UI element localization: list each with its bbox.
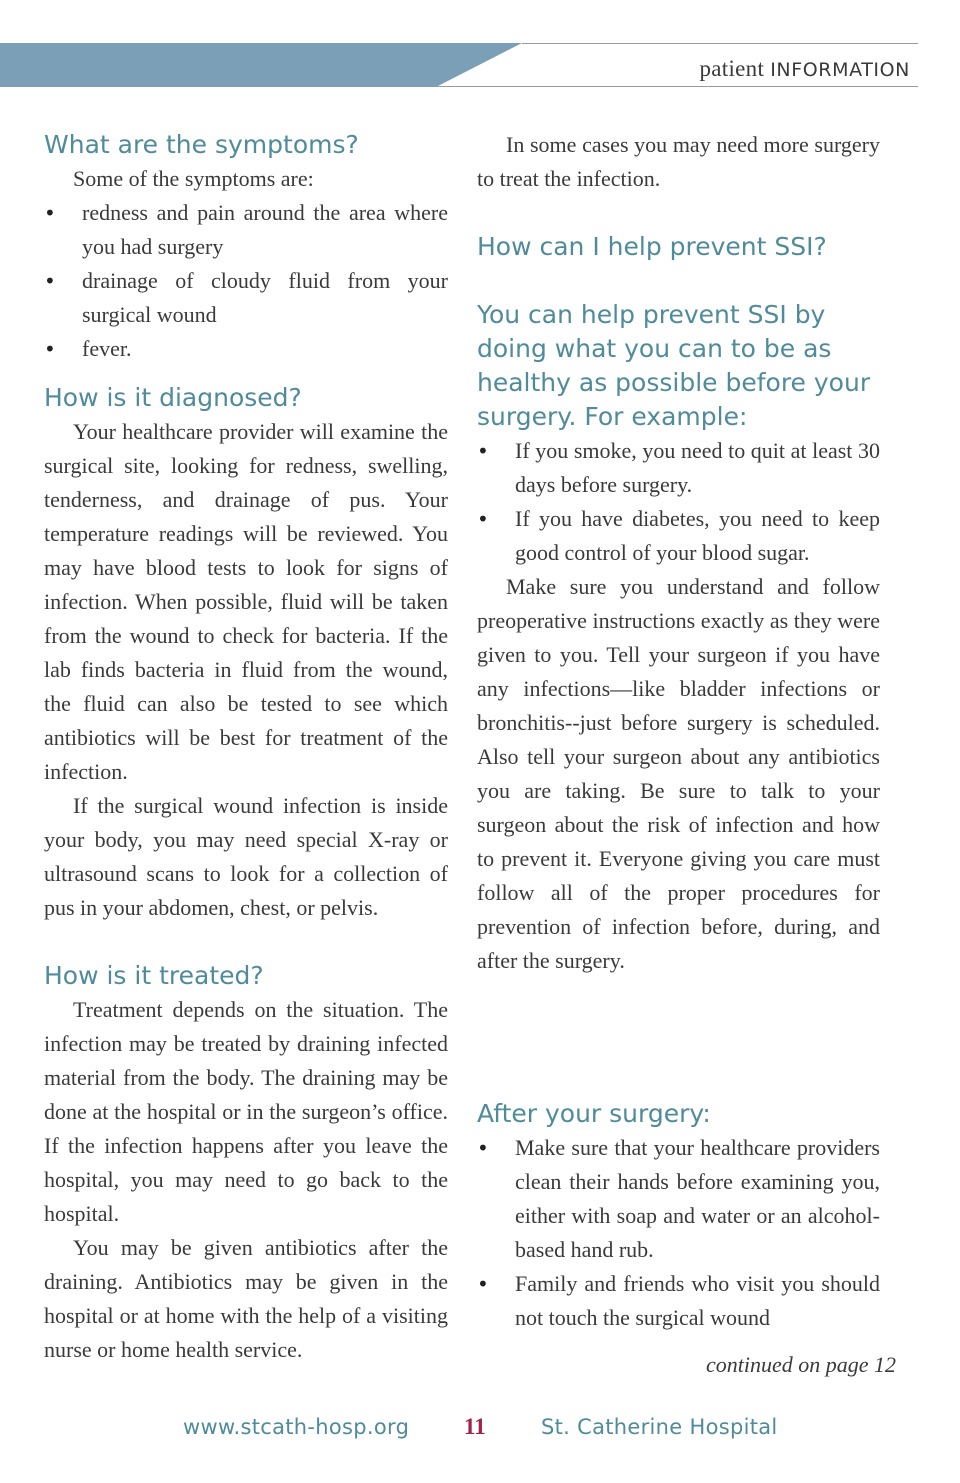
page-number: 11	[464, 1414, 486, 1439]
list-item: • fever.	[44, 332, 448, 366]
footer	[0, 1415, 960, 1449]
treated-paragraph: You may be given antibiotics after the draining. Antibiotics may be given in the hospital or at home with the help of a visiting nurse or home health service.	[44, 1235, 448, 1362]
left-column	[44, 128, 448, 1367]
list-item: • Family and friends who visit you should not touch the surgical wound	[477, 1267, 880, 1335]
prevent-subheading: You can help prevent SSI by doing what you can to be as healthy as possible before your surgery. For example:	[477, 300, 871, 431]
symptoms-heading: What are the symptoms?	[44, 130, 359, 159]
footer-url-link[interactable]: www.stcath-hosp.org	[183, 1415, 410, 1439]
footer-hospital-name: St. Catherine Hospital	[541, 1415, 778, 1439]
list-item: • drainage of cloudy fluid from your surgical wound	[44, 264, 448, 332]
after-heading: After your surgery:	[477, 1099, 711, 1128]
treated-paragraph: Treatment depends on the situation. The infection may be treated by draining infected material from the body. The draining may be done at the hospital or in the surgeon’s office. If the infection happens after you leave the hospital, you may need to go back to the hospital.	[44, 997, 448, 1226]
treated-heading: How is it treated?	[44, 961, 264, 990]
prevent-list	[477, 434, 880, 570]
symptoms-intro: Some of the symptoms are:	[73, 166, 314, 191]
more-surgery-paragraph: In some cases you may need more surgery to treat the infection.	[477, 132, 880, 191]
list-item: • If you have diabetes, you need to keep good control of your blood sugar.	[477, 502, 880, 570]
after-list	[477, 1131, 880, 1335]
continued-note: continued on page 12	[705, 1352, 896, 1377]
symptoms-list	[44, 196, 448, 366]
prevent-paragraph: Make sure you understand and follow preoperative instructions exactly as they were given to you. Tell your surgeon if you have any infections—like bladder infections or bronchitis--just before surgery is scheduled. Also tell your surgeon about any antibiotics you are taking. Be sure to talk to your surgeon about the risk of infection and how to prevent it. Everyone giving you care must follow all of the proper procedures for prevention of infection before, during, and after the surgery.	[477, 574, 880, 973]
diagnosed-heading: How is it diagnosed?	[44, 383, 302, 412]
diagnosed-paragraph: Your healthcare provider will examine the surgical site, looking for redness, swelling, tenderness, and drainage of pus. Your temperature readings will be reviewed. You may have blood tests to look for signs of infection. When possible, fluid will be taken from the wound to check for bacteria. If the lab finds bacteria in fluid from the wound, the fluid can also be tested to see which antibiotics will be best for treatment of the infection.	[44, 419, 448, 784]
right-column	[477, 128, 880, 1335]
header-title-caps: INFORMATION	[770, 59, 910, 81]
header-title	[699, 56, 910, 82]
list-item: • Make sure that your healthcare providers clean their hands before examining you, either with soap and water or an alcohol-based hand rub.	[477, 1131, 880, 1267]
prevent-heading: How can I help prevent SSI?	[477, 232, 827, 261]
diagnosed-paragraph: If the surgical wound infection is inside your body, you may need special X-ray or ultrasound scans to look for a collection of pus in your abdomen, chest, or pelvis.	[44, 793, 448, 920]
list-item: • If you smoke, you need to quit at least 30 days before surgery.	[477, 434, 880, 502]
header-title-lower: patient	[699, 56, 765, 81]
list-item: • redness and pain around the area where you had surgery	[44, 196, 448, 264]
